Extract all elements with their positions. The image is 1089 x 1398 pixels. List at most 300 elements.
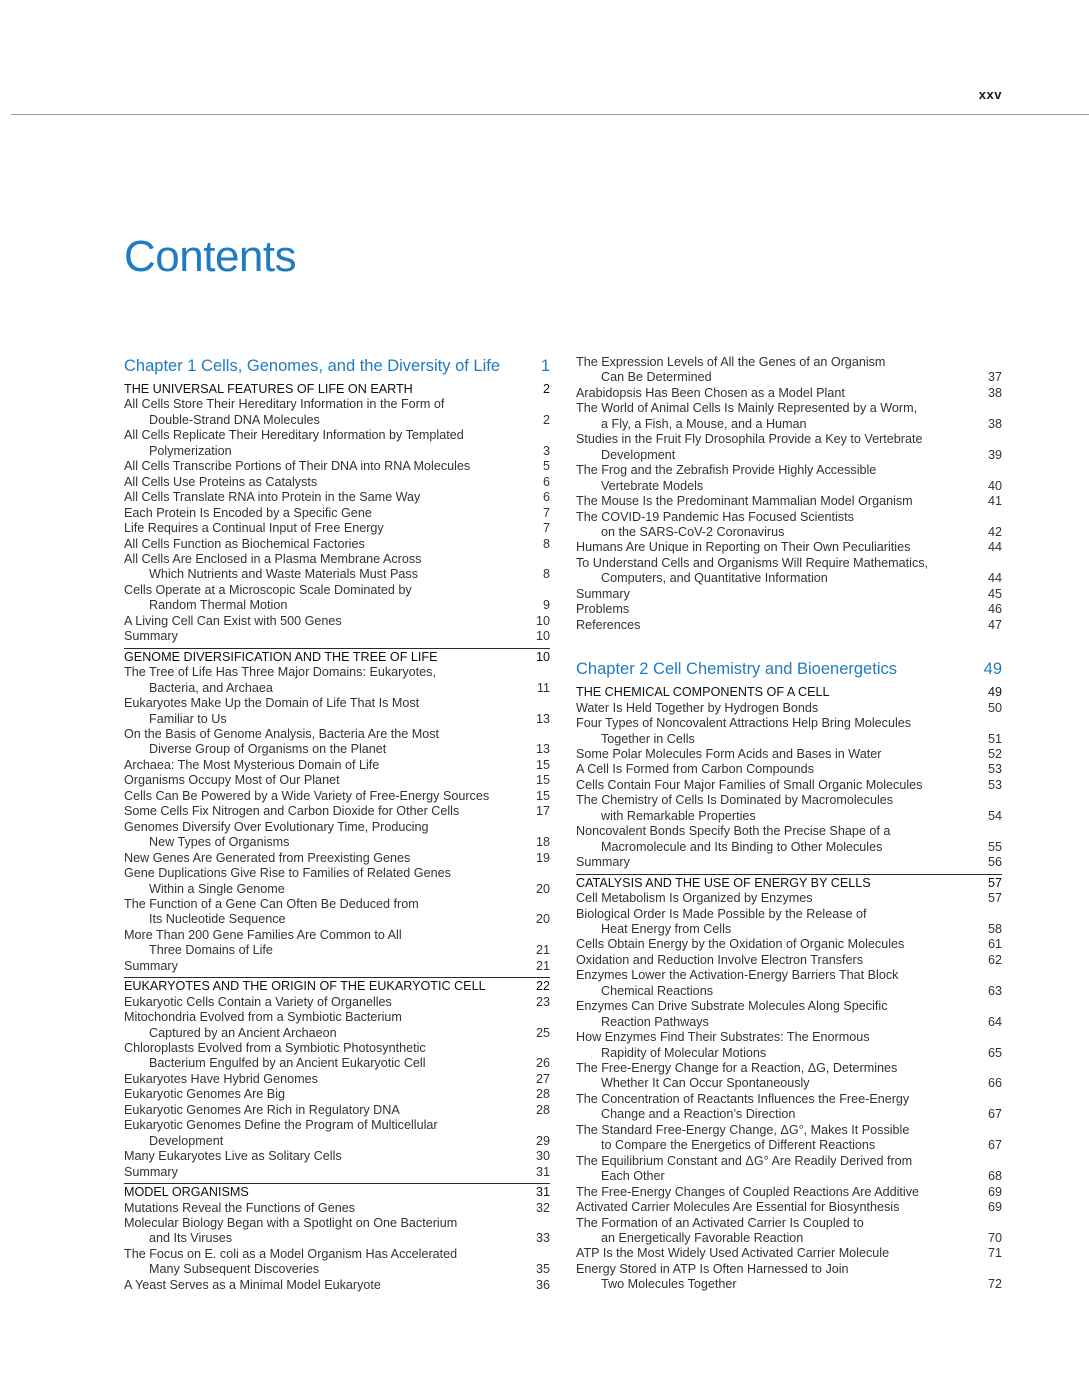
entry-title	[576, 1092, 917, 1123]
chapter-title: Chapter 1 Cells, Genomes, and the Diversity of Life	[124, 357, 501, 375]
section-page: 57	[987, 875, 1002, 890]
entry-page: 25	[535, 1025, 550, 1040]
entry-title-continuation: and Its Viruses	[149, 1231, 233, 1246]
entry-page: 33	[535, 1231, 550, 1246]
entry-title	[124, 959, 186, 974]
entry-page: 44	[987, 571, 1002, 586]
entry-page: 69	[987, 1184, 1002, 1199]
toc-entry	[124, 475, 550, 490]
entry-page: 39	[987, 447, 1002, 462]
entry-title-line: Eukaryotic Genomes Are Big	[124, 1087, 285, 1102]
entry-page: 36	[535, 1277, 550, 1292]
entry-title-line: The COVID-19 Pandemic Has Focused Scientists	[576, 509, 854, 524]
entry-title	[124, 1103, 408, 1118]
entry-title	[576, 1246, 897, 1261]
entry-title-line: Organisms Occupy Most of Our Planet	[124, 773, 340, 788]
entry-page: 18	[535, 835, 550, 850]
entry-page: 45	[987, 586, 1002, 601]
entry-title-continuation: Bacterium Engulfed by an Ancient Eukaryotic Cell	[149, 1056, 426, 1071]
header-rule	[11, 114, 1089, 115]
entry-page: 55	[987, 839, 1002, 854]
entry-title	[124, 1087, 293, 1102]
column-gap	[576, 633, 1002, 658]
entry-page: 15	[535, 773, 550, 788]
entry-page: 29	[535, 1133, 550, 1148]
entry-title	[576, 1061, 905, 1092]
entry-title-continuation: Development	[601, 447, 676, 462]
entry-title	[576, 793, 901, 824]
toc-entry	[576, 1216, 1002, 1247]
entry-title-line: More Than 200 Gene Families Are Common to All	[124, 927, 402, 942]
entry-page: 15	[535, 757, 550, 772]
section-heading	[124, 977, 550, 994]
entry-title-line: References	[576, 617, 641, 632]
entry-title-line: Cells Operate at a Microscopic Scale Dominated by	[124, 582, 412, 597]
entry-title	[576, 1154, 920, 1185]
entry-page: 26	[535, 1056, 550, 1071]
entry-title-continuation: Whether It Can Occur Spontaneously	[601, 1076, 810, 1091]
toc-entry	[576, 716, 1002, 747]
toc-entry	[124, 928, 550, 959]
entry-title	[124, 1072, 326, 1087]
entry-title	[124, 614, 350, 629]
entry-page: 17	[535, 804, 550, 819]
chapter-page: 49	[983, 660, 1002, 679]
entry-title-line: ATP Is the Most Widely Used Activated Carrier Molecule	[576, 1246, 890, 1261]
toc-entry	[124, 1149, 550, 1164]
section-title: THE UNIVERSAL FEATURES OF LIFE ON EARTH	[124, 382, 413, 396]
entry-title-line: All Cells Store Their Hereditary Information in the Form of	[124, 397, 445, 412]
entry-title-line: The Concentration of Reactants Influences the Free-Energy	[576, 1091, 910, 1106]
entry-page: 7	[542, 521, 550, 536]
toc-entry	[576, 432, 1002, 463]
entry-title	[124, 820, 436, 851]
entry-page: 66	[987, 1076, 1002, 1091]
entry-title-line: A Yeast Serves as a Minimal Model Eukaryote	[124, 1277, 381, 1292]
entry-title-line: Eukaryotic Genomes Are Rich in Regulatory DNA	[124, 1102, 400, 1117]
toc-entry	[576, 999, 1002, 1030]
entry-page: 20	[535, 881, 550, 896]
entry-title	[576, 1185, 927, 1200]
entry-title-line: A Living Cell Can Exist with 500 Genes	[124, 613, 342, 628]
entry-title	[124, 773, 348, 788]
entry-page: 68	[987, 1169, 1002, 1184]
entry-page: 42	[987, 524, 1002, 539]
entry-title	[124, 866, 459, 897]
page-number: xxv	[978, 87, 1002, 102]
entry-title-line: Enzymes Lower the Activation-Energy Barriers That Block	[576, 968, 899, 983]
toc-entry	[124, 1087, 550, 1102]
entry-title-line: Summary	[124, 629, 178, 644]
entry-title	[124, 1201, 363, 1216]
entry-title-line: Gene Duplications Give Rise to Families of Related Genes	[124, 866, 451, 881]
entry-title-line: Water Is Held Together by Hydrogen Bonds	[576, 700, 819, 715]
entry-title-line: Molecular Biology Began with a Spotlight on One Bacterium	[124, 1216, 458, 1231]
entry-title-continuation: Together in Cells	[601, 731, 695, 746]
entry-title-continuation: with Remarkable Properties	[601, 808, 756, 823]
toc-entry	[576, 556, 1002, 587]
entry-title-line: All Cells Use Proteins as Catalysts	[124, 474, 318, 489]
entry-title-line: Biological Order Is Made Possible by the Release of	[576, 906, 867, 921]
toc-entry	[124, 866, 550, 897]
entry-title	[124, 1278, 389, 1293]
entry-page: 53	[987, 777, 1002, 792]
entry-title-continuation: Three Domains of Life	[149, 943, 273, 958]
entry-page: 21	[535, 943, 550, 958]
entry-page: 54	[987, 808, 1002, 823]
toc-entry	[124, 1278, 550, 1293]
chapter-page: 1	[540, 357, 550, 375]
entry-title	[576, 1200, 907, 1215]
entry-title	[576, 587, 638, 602]
entry-page: 23	[535, 994, 550, 1009]
entry-title-line: Many Eukaryotes Live as Solitary Cells	[124, 1149, 342, 1164]
entry-title	[124, 1216, 465, 1247]
entry-title	[576, 762, 822, 777]
entry-title-line: The Standard Free-Energy Change, ΔG°, Makes It Possible	[576, 1122, 910, 1137]
toc-entry	[124, 1072, 550, 1087]
toc-entry	[576, 463, 1002, 494]
entry-title-line: The Free-Energy Changes of Coupled Reactions Are Additive	[576, 1184, 920, 1199]
entry-title-line: The Chemistry of Cells Is Dominated by Macromolecules	[576, 793, 894, 808]
entry-title	[124, 1149, 350, 1164]
entry-page: 7	[542, 505, 550, 520]
entry-title-line: Archaea: The Most Mysterious Domain of Life	[124, 757, 380, 772]
toc-entry	[124, 696, 550, 727]
entry-title-continuation: Its Nucleotide Sequence	[149, 912, 286, 927]
entry-title	[124, 506, 380, 521]
entry-title-line: Arabidopsis Has Been Chosen as a Model Plant	[576, 385, 845, 400]
entry-title-line: The Free-Energy Change for a Reaction, ΔG, Determines	[576, 1061, 898, 1076]
entry-title	[124, 851, 418, 866]
section-page: 10	[535, 649, 550, 664]
toc-entry	[124, 583, 550, 614]
entry-title-line: Mitochondria Evolved from a Symbiotic Bacterium	[124, 1010, 402, 1025]
entry-title	[124, 1041, 434, 1072]
toc-entry	[124, 1201, 550, 1216]
entry-title	[576, 355, 893, 386]
toc-entry	[124, 665, 550, 696]
entry-title	[576, 747, 889, 762]
entry-title-continuation: Diverse Group of Organisms on the Planet	[149, 742, 387, 757]
entry-page: 64	[987, 1014, 1002, 1029]
toc-entry	[576, 907, 1002, 938]
entry-title-line: The World of Animal Cells Is Mainly Represented by a Worm,	[576, 401, 918, 416]
toc-entry	[576, 540, 1002, 555]
section-title: THE CHEMICAL COMPONENTS OF A CELL	[576, 685, 830, 700]
entry-title-continuation: Familiar to Us	[149, 711, 227, 726]
toc-entry	[124, 506, 550, 521]
entry-title-line: All Cells Translate RNA into Protein in the Same Way	[124, 490, 421, 505]
entry-page: 2	[542, 412, 550, 427]
entry-title-continuation: New Types of Organisms	[149, 835, 290, 850]
entry-page: 28	[535, 1087, 550, 1102]
entry-title	[124, 804, 467, 819]
entry-title	[576, 540, 918, 555]
entry-title-line: Humans Are Unique in Reporting on Their Own Peculiarities	[576, 540, 911, 555]
entry-title-line: Summary	[124, 958, 178, 973]
entry-page: 28	[535, 1102, 550, 1117]
chapter-title: Chapter 2 Cell Chemistry and Bioenergetics	[576, 660, 897, 679]
entry-page: 52	[987, 746, 1002, 761]
entry-title-continuation: Reaction Pathways	[601, 1014, 709, 1029]
entry-title-continuation: to Compare the Energetics of Different Reactions	[601, 1138, 876, 1153]
entry-page: 30	[535, 1149, 550, 1164]
entry-page: 21	[535, 958, 550, 973]
section-heading	[124, 648, 550, 665]
section-heading	[576, 685, 1002, 700]
entry-title-line: The Expression Levels of All the Genes of an Organism	[576, 355, 886, 369]
entry-page: 67	[987, 1138, 1002, 1153]
toc-entry	[124, 1041, 550, 1072]
entry-title-line: Genomes Diversify Over Evolutionary Time, Producing	[124, 819, 429, 834]
entry-page: 46	[987, 602, 1002, 617]
entry-page: 50	[987, 700, 1002, 715]
entry-title	[576, 824, 898, 855]
toc-entry	[124, 1118, 550, 1149]
entry-title-line: Summary	[576, 855, 630, 870]
entry-title	[576, 602, 637, 617]
entry-title-line: Noncovalent Bonds Specify Both the Precise Shape of a	[576, 824, 891, 839]
entry-title-line: All Cells Transcribe Portions of Their DNA into RNA Molecules	[124, 459, 471, 474]
entry-title-line: Enzymes Can Drive Substrate Molecules Along Specific	[576, 999, 888, 1014]
toc-entry	[124, 397, 550, 428]
toc-left-column	[124, 355, 550, 1293]
entry-title-line: The Focus on E. coli as a Model Organism Has Accelerated	[124, 1246, 458, 1261]
entry-page: 67	[987, 1107, 1002, 1122]
entry-title	[124, 1165, 186, 1180]
toc-entry	[576, 1200, 1002, 1215]
entry-title	[576, 891, 821, 906]
toc-entry	[124, 629, 550, 644]
entry-title-line: The Frog and the Zebrafish Provide Highly Accessible	[576, 463, 877, 478]
entry-title-line: The Mouse Is the Predominant Mammalian Model Organism	[576, 494, 913, 509]
toc-entry	[124, 727, 550, 758]
entry-title	[576, 386, 853, 401]
section-heading	[576, 874, 1002, 891]
entry-title	[576, 716, 919, 747]
entry-page: 70	[987, 1231, 1002, 1246]
entry-page: 41	[987, 494, 1002, 509]
entry-title	[576, 999, 896, 1030]
entry-title-line: Some Cells Fix Nitrogen and Carbon Dioxide for Other Cells	[124, 804, 460, 819]
toc-entry	[576, 401, 1002, 432]
entry-page: 32	[535, 1200, 550, 1215]
entry-page: 31	[535, 1164, 550, 1179]
entry-title-continuation: Many Subsequent Discoveries	[149, 1262, 320, 1277]
entry-title	[124, 475, 325, 490]
section-title: EUKARYOTES AND THE ORIGIN OF THE EUKARYOTIC CELL	[124, 979, 486, 994]
entry-title	[124, 727, 447, 758]
entry-title-line: A Cell Is Formed from Carbon Compounds	[576, 762, 814, 777]
entry-title-continuation: an Energetically Favorable Reaction	[601, 1231, 804, 1246]
entry-page: 13	[535, 742, 550, 757]
toc-entry	[576, 953, 1002, 968]
entry-title-continuation: Captured by an Ancient Archaeon	[149, 1025, 337, 1040]
toc-entry	[124, 521, 550, 536]
toc-entry	[124, 614, 550, 629]
toc-entry	[576, 1061, 1002, 1092]
section-page: 2	[542, 382, 550, 396]
toc-entry	[124, 1165, 550, 1180]
entry-title-line: Chloroplasts Evolved from a Symbiotic Photosynthetic	[124, 1041, 426, 1056]
entry-title	[124, 995, 400, 1010]
entry-title	[124, 665, 444, 696]
toc-entry	[124, 758, 550, 773]
section-page: 49	[987, 685, 1002, 700]
entry-title-line: To Understand Cells and Organisms Will Require Mathematics,	[576, 555, 929, 570]
entry-title	[124, 552, 429, 583]
section-page: 31	[535, 1185, 550, 1200]
entry-title-continuation: on the SARS-CoV-2 Coronavirus	[601, 524, 785, 539]
entry-title	[576, 701, 826, 716]
toc-entry	[124, 789, 550, 804]
entry-title	[576, 494, 921, 509]
entry-title	[124, 521, 392, 536]
entry-title-line: Studies in the Fruit Fly Drosophila Provide a Key to Vertebrate	[576, 432, 923, 447]
entry-title	[124, 583, 420, 614]
entry-title-line: Cells Obtain Energy by the Oxidation of Organic Molecules	[576, 937, 905, 952]
entry-title-line: Activated Carrier Molecules Are Essential for Biosynthesis	[576, 1200, 900, 1215]
entry-page: 72	[987, 1277, 1002, 1292]
entry-title-line: All Cells Function as Biochemical Factories	[124, 536, 365, 551]
entry-title	[124, 1247, 465, 1278]
entry-title-line: All Cells Replicate Their Hereditary Information by Templated	[124, 428, 464, 443]
section-heading	[124, 382, 550, 397]
entry-title-line: Oxidation and Reduction Involve Electron Transfers	[576, 952, 864, 967]
entry-title-continuation: Which Nutrients and Waste Materials Must Pass	[149, 567, 418, 582]
section-title: CATALYSIS AND THE USE OF ENERGY BY CELLS	[576, 875, 871, 890]
toc-entry	[124, 773, 550, 788]
toc-entry	[124, 1010, 550, 1041]
toc-entry	[124, 804, 550, 819]
toc-entry	[576, 1262, 1002, 1293]
section-title: GENOME DIVERSIFICATION AND THE TREE OF LIFE	[124, 649, 438, 664]
entry-title-line: Each Protein Is Encoded by a Specific Gene	[124, 505, 372, 520]
entry-title	[576, 953, 871, 968]
entry-page: 9	[542, 598, 550, 613]
entry-page: 51	[987, 731, 1002, 746]
entry-title-continuation: a Fly, a Fish, a Mouse, and a Human	[601, 416, 807, 431]
toc-entry	[124, 820, 550, 851]
entry-page: 37	[987, 370, 1002, 385]
toc-entry	[124, 428, 550, 459]
entry-page: 15	[535, 788, 550, 803]
entry-page: 40	[987, 478, 1002, 493]
entry-title-line: Energy Stored in ATP Is Often Harnessed to Join	[576, 1261, 849, 1276]
entry-title-line: Cells Can Be Powered by a Wide Variety of Free-Energy Sources	[124, 788, 490, 803]
entry-title-line: How Enzymes Find Their Substrates: The Enormous	[576, 1030, 870, 1045]
entry-page: 69	[987, 1200, 1002, 1215]
chapter-heading	[576, 658, 1002, 680]
entry-title	[124, 428, 472, 459]
entry-page: 6	[542, 474, 550, 489]
toc-entry	[124, 552, 550, 583]
entry-title	[576, 432, 931, 463]
entry-title-line: Mutations Reveal the Functions of Genes	[124, 1200, 356, 1215]
entry-page: 58	[987, 921, 1002, 936]
entry-title-line: Eukaryotic Genomes Define the Program of Multicellular	[124, 1118, 438, 1133]
entry-page: 8	[542, 567, 550, 582]
toc-entry	[576, 1154, 1002, 1185]
toc-entry	[576, 701, 1002, 716]
entry-title	[124, 397, 452, 428]
toc-right-column	[576, 355, 1002, 1293]
entry-title-continuation: Each Other	[601, 1169, 665, 1184]
entry-title-line: Eukaryotic Cells Contain a Variety of Organelles	[124, 994, 392, 1009]
entry-title	[576, 937, 912, 952]
entry-title-continuation: Computers, and Quantitative Information	[601, 571, 828, 586]
entry-title	[576, 968, 906, 999]
entry-title	[124, 758, 387, 773]
toc-entry	[576, 602, 1002, 617]
toc-entry	[576, 762, 1002, 777]
entry-page: 10	[535, 629, 550, 644]
entry-title-line: Life Requires a Continual Input of Free Energy	[124, 521, 384, 536]
entry-title	[124, 490, 428, 505]
entry-title-continuation: Macromolecule and Its Binding to Other Molecules	[601, 839, 883, 854]
entry-page: 71	[987, 1246, 1002, 1261]
entry-page: 56	[987, 855, 1002, 870]
toc-entry	[576, 510, 1002, 541]
entry-title	[576, 618, 648, 633]
entry-title	[124, 1118, 446, 1149]
section-title: MODEL ORGANISMS	[124, 1185, 249, 1200]
toc-entry	[576, 968, 1002, 999]
toc-entry	[576, 778, 1002, 793]
toc-entry	[124, 897, 550, 928]
entry-title-continuation: Within a Single Genome	[149, 881, 285, 896]
toc-entry	[576, 587, 1002, 602]
entry-title	[124, 696, 427, 727]
entry-title	[576, 1030, 878, 1061]
entry-title-continuation: Bacteria, and Archaea	[149, 680, 273, 695]
entry-title-continuation: Random Thermal Motion	[149, 598, 288, 613]
entry-page: 10	[535, 613, 550, 628]
entry-title-continuation: Heat Energy from Cells	[601, 921, 732, 936]
toc-entry	[576, 1092, 1002, 1123]
entry-title-line: The Tree of Life Has Three Major Domains: Eukaryotes,	[124, 665, 436, 680]
entry-page: 11	[536, 680, 550, 695]
entry-title-line: On the Basis of Genome Analysis, Bacteria Are the Most	[124, 726, 439, 741]
toc-entry	[576, 793, 1002, 824]
entry-page: 20	[535, 912, 550, 927]
entry-title	[576, 463, 884, 494]
toc-entry	[576, 386, 1002, 401]
entry-title	[124, 459, 478, 474]
entry-page: 3	[542, 443, 550, 458]
entry-page: 19	[535, 850, 550, 865]
entry-title-line: Summary	[124, 1164, 178, 1179]
entry-page: 53	[987, 762, 1002, 777]
toc-entry	[576, 891, 1002, 906]
entry-title-continuation: Chemical Reactions	[601, 983, 713, 998]
toc-entry	[576, 824, 1002, 855]
entry-title-line: The Formation of an Activated Carrier Is Coupled to	[576, 1215, 864, 1230]
entry-title-continuation: Development	[149, 1133, 224, 1148]
entry-page: 38	[987, 385, 1002, 400]
toc-entry	[576, 618, 1002, 633]
entry-title-line: The Function of a Gene Can Often Be Deduced from	[124, 896, 419, 911]
entry-title-line: Problems	[576, 602, 630, 617]
entry-title-continuation: Polymerization	[149, 443, 232, 458]
entry-page: 8	[542, 536, 550, 551]
entry-page: 44	[987, 540, 1002, 555]
toc-entry	[576, 355, 1002, 386]
toc-entry	[124, 1216, 550, 1247]
entry-title-line: All Cells Are Enclosed in a Plasma Membrane Across	[124, 551, 422, 566]
entry-title	[576, 1216, 872, 1247]
